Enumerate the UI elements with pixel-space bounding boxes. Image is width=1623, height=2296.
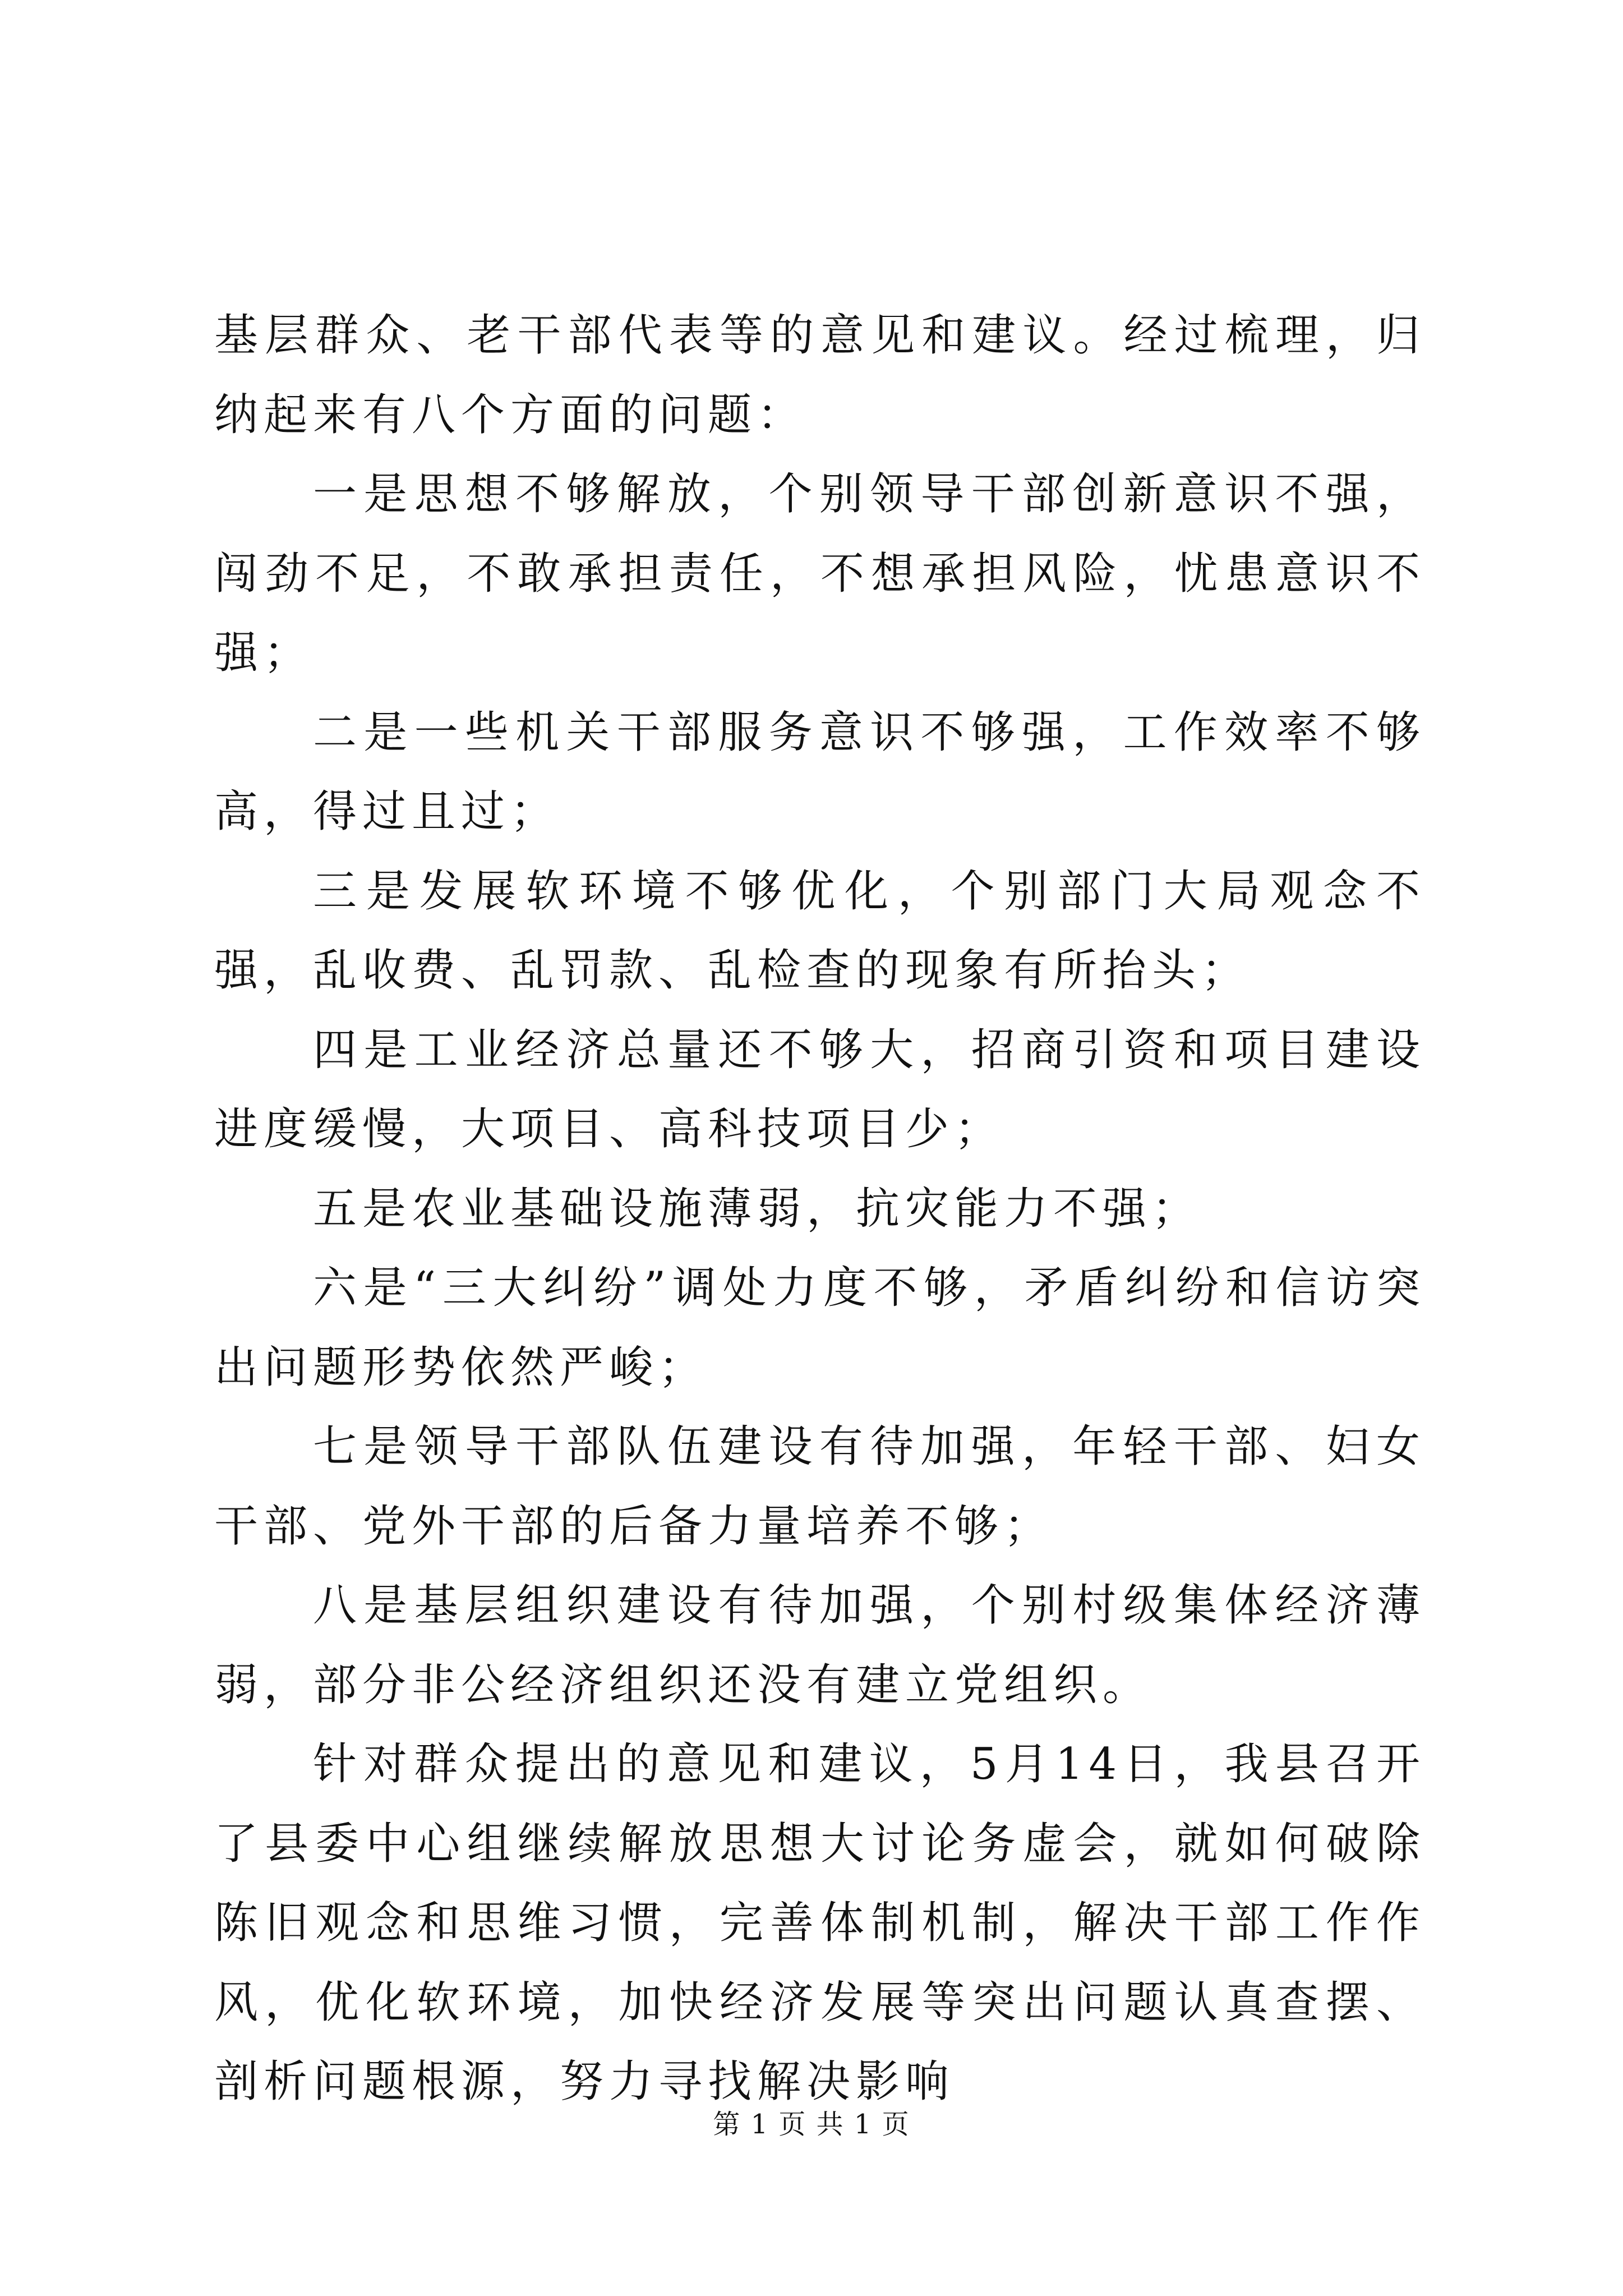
paragraph-issue-3: 三是发展软环境不够优化，个别部门大局观念不强，乱收费、乱罚款、乱检查的现象有所抬头； [214, 866, 1426, 996]
page-footer [0, 2102, 1623, 2141]
paragraph-issue-4: 四是工业经济总量还不够大，招商引资和项目建设进度缓慢，大项目、高科技项目少； [214, 1024, 1426, 1154]
document-body [214, 296, 1426, 2122]
paragraph-issue-7: 七是领导干部队伍建设有待加强，年轻干部、妇女干部、党外干部的后备力量培养不够； [214, 1421, 1426, 1552]
paragraph-issue-6: 六是“三大纠纷”调处力度不够，矛盾纠纷和信访突出问题形势依然严峻； [214, 1263, 1426, 1393]
paragraph-issue-5: 五是农业基础设施薄弱，抗灾能力不强； [313, 1183, 1202, 1234]
paragraph-issue-2: 二是一些机关干部服务意识不够强，工作效率不够高，得过且过； [214, 707, 1426, 837]
paragraph-response: 针对群众提出的意见和建议，5月14日，我县召开了县委中心组继续解放思想大讨论务虚会，就如何破除陈旧观念和思维习惯，完善体制机制，解决干部工作作风，优化软环境，加快经济发展等突出问题认真查摆、剖析问题根源，努力寻找解决影响 [214, 1739, 1426, 2107]
page-number-label: 第 1 页 共 1 页 [713, 2109, 910, 2140]
paragraph-issue-8: 八是基层组织建设有待加强，个别村级集体经济薄弱，部分非公经济组织还没有建立党组织。 [214, 1580, 1426, 1710]
paragraph-intro: 基层群众、老干部代表等的意见和建议。经过梳理，归纳起来有八个方面的问题： [214, 310, 1426, 440]
paragraph-issue-1: 一是思想不够解放，个别领导干部创新意识不强，闯劲不足，不敢承担责任，不想承担风险，忧患意识不强； [214, 469, 1426, 678]
